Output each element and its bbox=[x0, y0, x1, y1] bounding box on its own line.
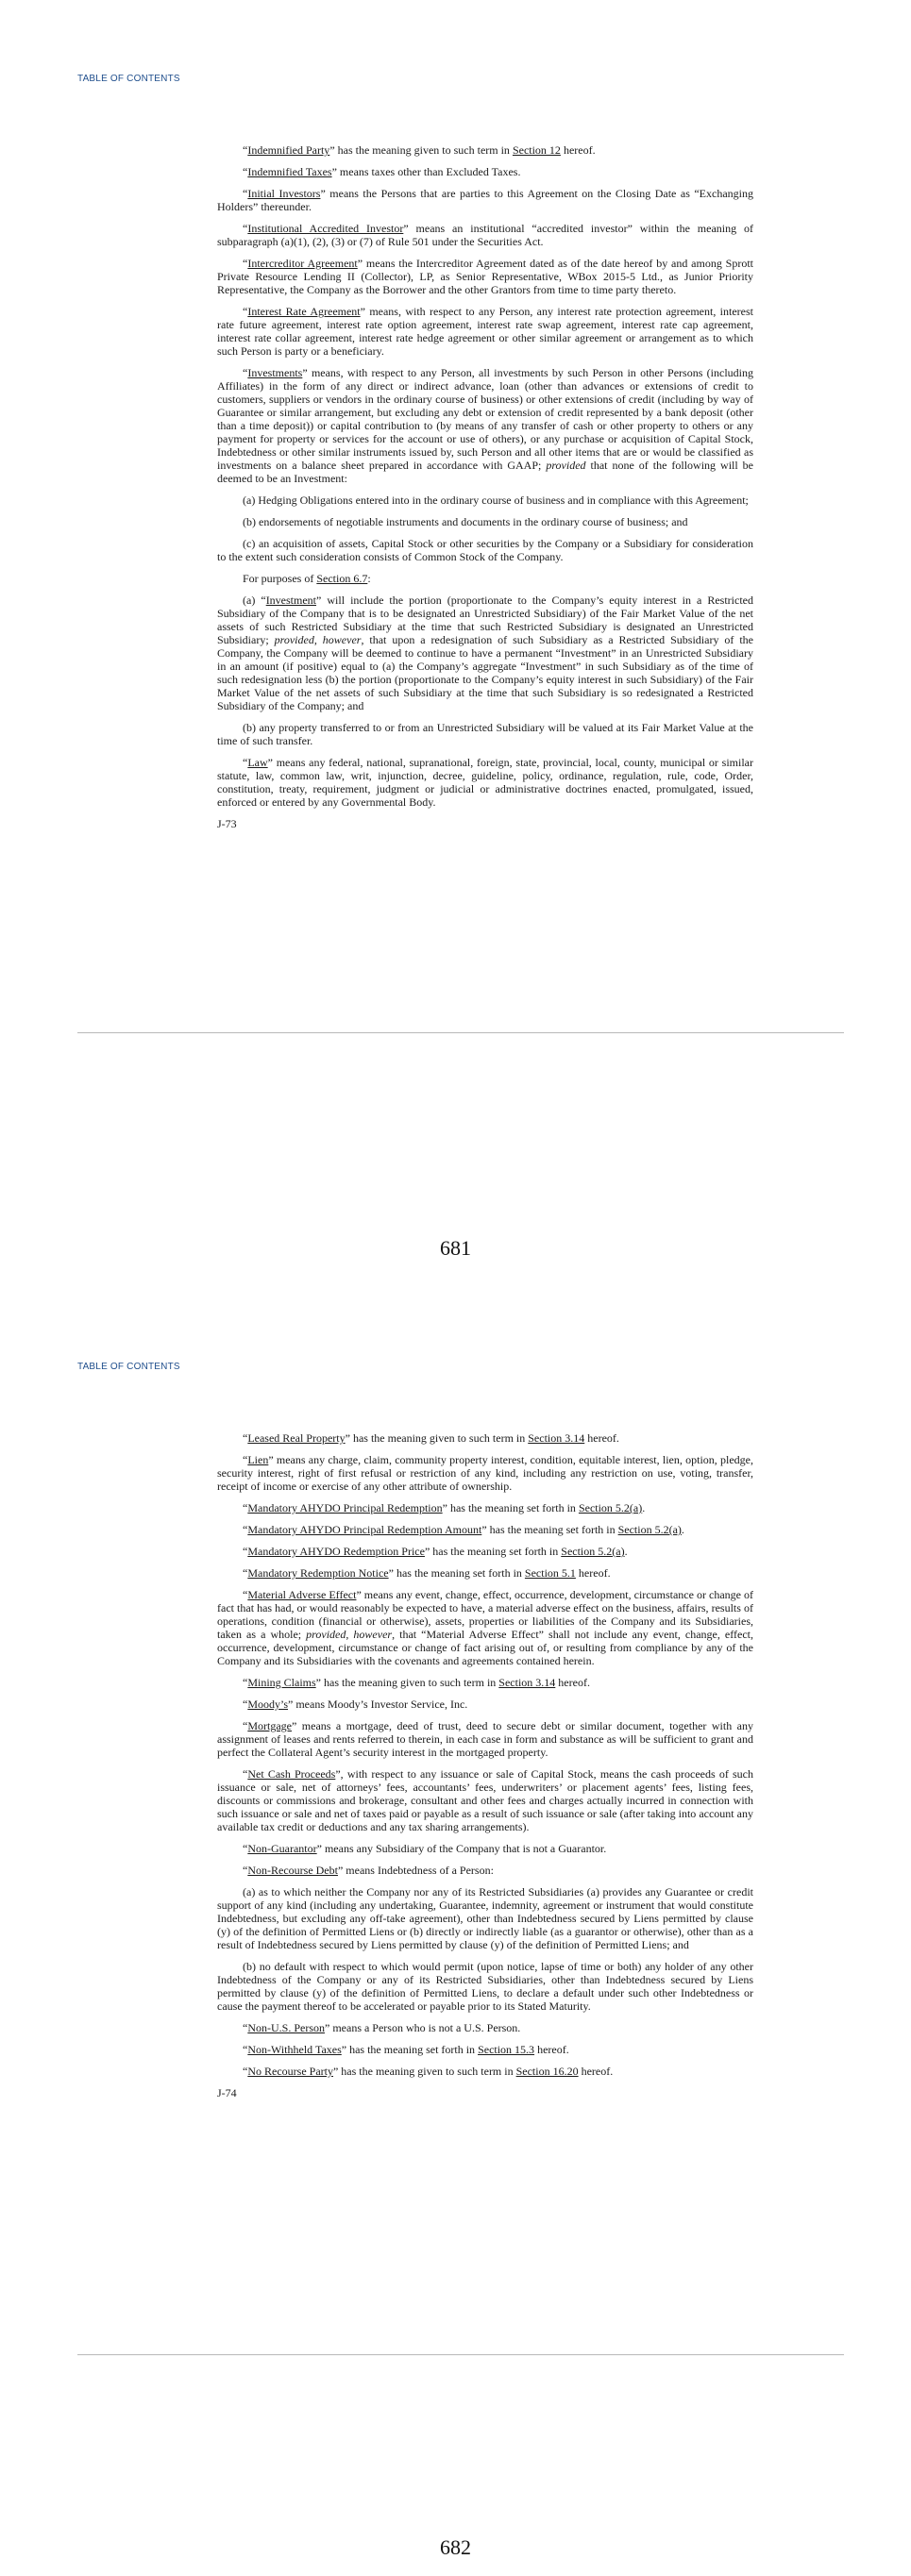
defined-term: Non-Guarantor bbox=[247, 1842, 317, 1855]
table-of-contents-link[interactable]: TABLE OF CONTENTS bbox=[77, 74, 180, 84]
text-run: ” means an institutional “accredited investor” within the meaning of subparagraph (a)(1), (2), (3) or (7) of Rule 501 under the Securities Act. bbox=[217, 222, 753, 248]
text-run: (b) no default with respect to which would permit (upon notice, lapse of time or both) any holder of any other Indebtedness of the Company or any of its Restricted Subsidiaries, other than Indebtedness secured by Liens permitted by clause (y) of the definition of Permitted Liens, to declare a default under such other Indebtedness or cause the payment thereof to be accelerated or payable prior to its Stated Maturity. bbox=[217, 1960, 753, 2013]
defined-term: Law bbox=[247, 756, 268, 769]
text-run: : bbox=[367, 572, 371, 585]
definition-paragraph bbox=[217, 222, 753, 248]
defined-term: No Recourse Party bbox=[247, 2065, 333, 2078]
text-run: (b) endorsements of negotiable instruments and documents in the ordinary course of business; and bbox=[243, 515, 688, 528]
italic-text: however bbox=[353, 1628, 393, 1641]
definition-paragraph bbox=[217, 1885, 753, 1951]
text-run: “ bbox=[243, 165, 248, 178]
text-run: ” means the Intercreditor Agreement dated as of the date hereof by and among Sprott Private Resource Lending II (Collector), LP, as Senior Representative, WBox 2015-5 Ltd., as Junior Priority Representative, the Company as the Borrower and the other Grantors from time to time party thereto. bbox=[217, 257, 753, 296]
defined-term: Section 5.1 bbox=[524, 1566, 576, 1580]
definition-paragraph bbox=[217, 1453, 753, 1493]
text-run: (b) any property transferred to or from an Unrestricted Subsidiary will be valued at its Fair Market Value at the time of such transfer. bbox=[217, 721, 753, 747]
text-run: ” means, with respect to any Person, any interest rate protection agreement, interest rate future agreement, interest rate option agreement, interest rate swap agreement, interest rate cap agreement, interest rate collar agreement, interest rate hedge agreement or other similar agreement or arrangement as to which such Person is party or a beneficiary. bbox=[217, 305, 753, 358]
text-run: “ bbox=[243, 756, 248, 769]
text-run: (a) Hedging Obligations entered into in the ordinary course of business and in compliance with this Agreement; bbox=[243, 493, 749, 507]
defined-term: Lien bbox=[247, 1453, 269, 1466]
page-number: J-73 bbox=[217, 817, 237, 830]
defined-term: Institutional Accredited Investor bbox=[247, 222, 404, 235]
defined-term: Mandatory AHYDO Principal Redemption bbox=[247, 1501, 443, 1514]
defined-term: Section 15.3 bbox=[478, 2043, 535, 2056]
defined-term: Moody’s bbox=[247, 1698, 289, 1711]
text-run: ” has the meaning set forth in bbox=[442, 1501, 579, 1514]
definition-paragraph bbox=[217, 165, 753, 178]
text-run: “ bbox=[243, 1545, 248, 1558]
defined-term: Net Cash Proceeds bbox=[247, 1767, 336, 1781]
definition-paragraph bbox=[217, 1842, 753, 1855]
definition-paragraph bbox=[217, 2043, 753, 2056]
text-run: ” means Moody’s Investor Service, Inc. bbox=[288, 1698, 468, 1711]
defined-term: Investments bbox=[247, 366, 303, 379]
definition-paragraph bbox=[217, 305, 753, 358]
text-run: hereof. bbox=[578, 2065, 614, 2078]
text-run: “ bbox=[243, 143, 248, 157]
defined-term: Mandatory AHYDO Principal Redemption Amount bbox=[247, 1523, 482, 1536]
text-run: ” has the meaning set forth in bbox=[481, 1523, 618, 1536]
folio-number: 681 bbox=[440, 1236, 471, 1260]
defined-term: Section 12 bbox=[512, 143, 561, 157]
text-run: ” means a Person who is not a U.S. Person. bbox=[325, 2021, 521, 2034]
text-run: , bbox=[313, 633, 323, 646]
text-run: . bbox=[681, 1523, 684, 1536]
definition-paragraph bbox=[217, 1767, 753, 1833]
text-run: ” has the meaning given to such term in bbox=[329, 143, 513, 157]
definition-paragraph bbox=[217, 1719, 753, 1759]
text-run: ” has the meaning given to such term in bbox=[345, 1431, 529, 1445]
definition-paragraph bbox=[217, 2065, 753, 2078]
text-run: “ bbox=[243, 305, 248, 318]
defined-term: Mining Claims bbox=[247, 1676, 316, 1689]
text-run: For purposes of bbox=[243, 572, 317, 585]
text-run: ” has the meaning given to such term in bbox=[315, 1676, 499, 1689]
text-run: “ bbox=[243, 1842, 248, 1855]
text-run: ” will include the portion (proportionate to the Company’s equity interest in a Restricted Subsidiary of the Company that is to be designated an Unrestricted Subsidiary) of the Fair Market Value of the net assets of such Restricted Subsidiary at the time that such Restricted Subsidiary is designated an Unrestricted Subsidiary; bbox=[217, 594, 753, 646]
defined-term: Leased Real Property bbox=[247, 1431, 346, 1445]
text-run: ” means taxes other than Excluded Taxes. bbox=[331, 165, 521, 178]
page-number: J-74 bbox=[217, 2086, 237, 2099]
defined-term: Mortgage bbox=[247, 1719, 292, 1732]
text-run: “ bbox=[243, 1431, 248, 1445]
text-run: ” means any federal, national, supranational, foreign, state, provincial, local, county, municipal or similar statute, law, common law, writ, injunction, decree, guideline, policy, ordinance, regulation, rule, code, Order, constitution, treaty, requirement, judgment or judicial or administrative doctrines enacted, promulgated, issued, enforced or entered by any Governmental Body. bbox=[217, 756, 753, 809]
definition-paragraph bbox=[217, 1566, 753, 1580]
page-1-body bbox=[217, 143, 753, 839]
defined-term: Investment bbox=[265, 594, 317, 607]
definition-paragraph bbox=[217, 1588, 753, 1667]
definition-paragraph bbox=[217, 1523, 753, 1536]
definition-paragraph bbox=[217, 594, 753, 712]
text-run: ” means Indebtedness of a Person: bbox=[337, 1864, 494, 1877]
text-run: “ bbox=[243, 366, 248, 379]
definition-paragraph bbox=[217, 143, 753, 157]
defined-term: Section 5.2(a) bbox=[561, 1545, 625, 1558]
defined-term: Mandatory Redemption Notice bbox=[247, 1566, 389, 1580]
text-run: ” means a mortgage, deed of trust, deed to secure debt or similar document, together with any assignment of leases and rents referred to therein, in each case in form and substance as will be sufficient to grant and perfect the Collateral Agent’s security interest in the mortgaged property. bbox=[217, 1719, 753, 1759]
definition-paragraph bbox=[217, 572, 753, 585]
definition-paragraph bbox=[217, 1676, 753, 1689]
definition-paragraph bbox=[217, 1431, 753, 1445]
text-run: “ bbox=[243, 2043, 248, 2056]
text-run: ” means the Persons that are parties to this Agreement on the Closing Date as “Exchanging Holders” thereunder. bbox=[217, 187, 753, 213]
definition-paragraph bbox=[217, 537, 753, 563]
defined-term: Non-Withheld Taxes bbox=[247, 2043, 342, 2056]
text-run: “ bbox=[243, 1864, 248, 1877]
text-run: “ bbox=[243, 1588, 248, 1601]
defined-term: Initial Investors bbox=[247, 187, 321, 200]
text-run: . bbox=[624, 1545, 628, 1558]
text-run: hereof. bbox=[575, 1566, 611, 1580]
text-run: “ bbox=[243, 1698, 248, 1711]
definition-paragraph bbox=[217, 493, 753, 507]
text-run: ” means any Subsidiary of the Company that is not a Guarantor. bbox=[316, 1842, 607, 1855]
text-run: ” means any charge, claim, community property interest, condition, equitable interest, lien, option, pledge, security interest, right of first refusal or restriction of any kind, including any restriction on use, voting, transfer, receipt of income or exercise of any other attribute of ownership. bbox=[217, 1453, 753, 1493]
italic-text: provided bbox=[546, 459, 586, 472]
document-page-2 bbox=[0, 1288, 911, 2576]
italic-text: provided bbox=[274, 633, 314, 646]
definition-paragraph bbox=[217, 366, 753, 485]
folio-number: 682 bbox=[440, 2535, 471, 2559]
text-run: ” has the meaning set forth in bbox=[388, 1566, 525, 1580]
text-run: “ bbox=[243, 1523, 248, 1536]
text-run: “ bbox=[243, 1676, 248, 1689]
text-run: , bbox=[346, 1628, 354, 1641]
table-of-contents-link[interactable]: TABLE OF CONTENTS bbox=[77, 1362, 180, 1372]
defined-term: Interest Rate Agreement bbox=[247, 305, 361, 318]
definition-paragraph bbox=[217, 1501, 753, 1514]
text-run: “ bbox=[243, 1767, 248, 1781]
definition-paragraph bbox=[217, 1960, 753, 2013]
definition-paragraph bbox=[217, 1864, 753, 1877]
text-run: “ bbox=[243, 187, 248, 200]
text-run: (a) “ bbox=[243, 594, 266, 607]
defined-term: Non-U.S. Person bbox=[247, 2021, 325, 2034]
page-2-body bbox=[217, 1431, 753, 2108]
text-run: “ bbox=[243, 1453, 248, 1466]
text-run: , that upon a redesignation of such Subsidiary as a Restricted Subsidiary of the Company, the Company will be deemed to continue to have a permanent “Investment” in an Unrestricted Subsidiary in an amount (if positive) equal to (a) the Company’s aggregate “Investment” in such Subsidiary as of the time of such redesignation less (b) the portion (proportionate to the Company’s equity interest in such Subsidiary) of the Fair Market Value of the net assets of such Subsidiary at the time that such Subsidiary is so redesignated a Restricted Subsidiary of the Company; and bbox=[217, 633, 754, 712]
defined-term: Section 5.2(a) bbox=[578, 1501, 643, 1514]
italic-text: however bbox=[322, 633, 362, 646]
text-run: ”, with respect to any issuance or sale of Capital Stock, means the cash proceeds of such issuance or sale, net of attorneys’ fees, accountants’ fees, underwriters’ or placement agents’ fees, listing fees, discounts or commissions and brokerage, consultant and other fees and charges actually incurred in connection with such issuance or sale and net of taxes paid or payable as a result of such issuance or sale (after taking into account any available tax credit or deductions and any tax sharing arrangements). bbox=[217, 1767, 753, 1833]
text-run: hereof. bbox=[534, 2043, 569, 2056]
definition-paragraph bbox=[217, 1698, 753, 1711]
definition-paragraph bbox=[217, 187, 753, 213]
defined-term: Indemnified Party bbox=[247, 143, 330, 157]
text-run: “ bbox=[243, 1566, 248, 1580]
defined-term: Section 16.20 bbox=[515, 2065, 579, 2078]
definition-paragraph bbox=[217, 2021, 753, 2034]
text-run: hereof. bbox=[584, 1431, 619, 1445]
defined-term: Section 3.14 bbox=[528, 1431, 585, 1445]
page-divider bbox=[77, 2354, 844, 2355]
text-run: “ bbox=[243, 1719, 248, 1732]
definition-paragraph bbox=[217, 1545, 753, 1558]
defined-term: Section 5.2(a) bbox=[617, 1523, 682, 1536]
text-run: (a) as to which neither the Company nor any of its Restricted Subsidiaries (a) provides any Guarantee or credit support of any kind (including any undertaking, Guarantee, indemnity, agreement or instrument that would constitute Indebtedness, but excluding any off-take agreement), other than Indebtedness secured by Liens permitted by clause (y) of the definition of Permitted Liens or (b) directly or indirectly liable (as a guarantor or otherwise), other than as a result of Indebtedness secured by Liens permitted by clause (y) of the definition of Permitted Liens; and bbox=[217, 1885, 753, 1951]
definition-paragraph bbox=[217, 756, 753, 809]
defined-term: Section 6.7 bbox=[316, 572, 368, 585]
text-run: hereof. bbox=[555, 1676, 590, 1689]
text-run: “ bbox=[243, 2065, 248, 2078]
defined-term: Material Adverse Effect bbox=[247, 1588, 357, 1601]
text-run: (c) an acquisition of assets, Capital Stock or other securities by the Company or a Subsidiary for consideration to the extent such consideration consists of Common Stock of the Company. bbox=[217, 537, 753, 563]
defined-term: Indemnified Taxes bbox=[247, 165, 332, 178]
defined-term: Section 3.14 bbox=[498, 1676, 556, 1689]
definition-paragraph bbox=[217, 257, 753, 296]
page-divider bbox=[77, 1032, 844, 1033]
text-run: ” has the meaning given to such term in bbox=[332, 2065, 516, 2078]
text-run: hereof. bbox=[560, 143, 596, 157]
defined-term: Intercreditor Agreement bbox=[247, 257, 358, 270]
definition-paragraph bbox=[217, 721, 753, 747]
text-run: “ bbox=[243, 1501, 248, 1514]
definition-paragraph bbox=[217, 515, 753, 528]
text-run: ” means any event, change, effect, occurrence, development, circumstance or change of fact that has had, or would reasonably be expected to have, a material adverse effect on the business, affairs, results of operations, condition (financial or otherwise), assets, properties or liabilities of the Company and its Subsidiaries, taken as a whole; bbox=[217, 1588, 754, 1641]
text-run: . bbox=[642, 1501, 646, 1514]
text-run: ” means, with respect to any Person, all investments by such Person in other Persons (including Affiliates) in the form of any direct or indirect advance, loan (other than advances or extensions of credit to customers, suppliers or vendors in the ordinary course of business) or other extensions of credit (including by way of Guarantee or similar arrangement, but excluding any debt or extension of credit represented by a bank deposit (other than a time deposit)) or capital contribution to (by means of any transfer of cash or other property to others or any payment for property or services for the account or use of others), or any purchase or acquisition of Capital Stock, Indebtedness or other similar instruments issued by, such Person and all other items that are or would be classified as investments on a balance sheet prepared in accordance with GAAP; bbox=[217, 366, 753, 472]
defined-term: Mandatory AHYDO Redemption Price bbox=[247, 1545, 425, 1558]
text-run: “ bbox=[243, 2021, 248, 2034]
text-run: ” has the meaning set forth in bbox=[341, 2043, 479, 2056]
text-run: ” has the meaning set forth in bbox=[424, 1545, 562, 1558]
defined-term: Non-Recourse Debt bbox=[247, 1864, 338, 1877]
text-run: , that “Material Adverse Effect” shall not include any event, change, effect, occurrence, development, circumstance or change of fact arising out of, or resulting from compliance by any of the Company and its Subsidiaries with the covenants and agreements contained herein. bbox=[217, 1628, 753, 1667]
text-run: “ bbox=[243, 257, 248, 270]
text-run: that none of the following will be deemed to be an Investment: bbox=[217, 459, 753, 485]
text-run: “ bbox=[243, 222, 248, 235]
italic-text: provided bbox=[306, 1628, 346, 1641]
